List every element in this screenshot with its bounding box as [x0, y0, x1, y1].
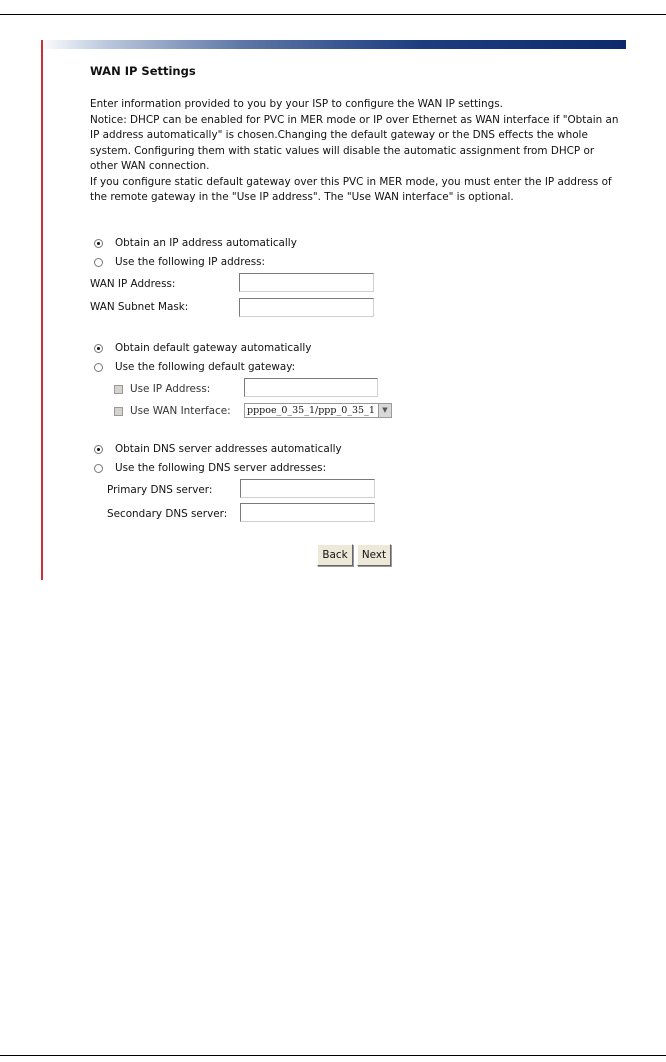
gateway-use-wan-option[interactable]: [114, 405, 231, 417]
gateway-use-wan-label: Use WAN Interface:: [130, 405, 231, 417]
wan-subnet-mask-label: WAN Subnet Mask:: [90, 301, 189, 313]
secondary-dns-input[interactable]: [240, 503, 375, 522]
gateway-ip-address-input[interactable]: [244, 378, 378, 397]
chevron-down-icon[interactable]: ▼: [378, 404, 391, 417]
gateway-manual-label: Use the following default gateway:: [115, 361, 296, 373]
description-gateway-note: If you configure static default gateway over this PVC in MER mode, you must enter the IP address of the remote gateway in the "Use IP address". The "Use WAN interface" is optional.: [90, 175, 612, 203]
description-text: [90, 97, 622, 206]
wan-ip-address-input[interactable]: [239, 273, 374, 292]
ip-manual-option[interactable]: [94, 256, 265, 268]
dns-manual-label: Use the following DNS server addresses:: [115, 462, 327, 474]
description-line-1: Enter information provided to you by your ISP to configure the WAN IP settings.: [90, 98, 503, 110]
gateway-auto-option[interactable]: [94, 342, 311, 354]
description-notice: Notice: DHCP can be enabled for PVC in MER mode or IP over Ethernet as WAN interface if "Obtain an IP address automatically" is chosen.Changing the default gateway or the DNS effects the whole system. Configuring them with static values will disable the automatic assignment from DHCP or other WAN connection.: [90, 113, 619, 172]
dns-auto-option[interactable]: [94, 443, 342, 455]
wan-ip-settings-panel: [38, 40, 626, 580]
back-button[interactable]: Back: [317, 544, 353, 566]
gateway-use-ip-checkbox[interactable]: [114, 385, 123, 394]
next-button[interactable]: Next: [357, 544, 391, 566]
ip-auto-radio[interactable]: [94, 239, 103, 248]
page-title: WAN IP Settings: [90, 64, 196, 78]
wan-interface-selected-value: pppoe_0_35_1/ppp_0_35_1: [247, 405, 375, 416]
ip-auto-label: Obtain an IP address automatically: [115, 237, 297, 249]
wan-subnet-mask-input[interactable]: [239, 298, 374, 317]
gateway-manual-option[interactable]: [94, 361, 295, 373]
page-top-rule: [0, 14, 666, 15]
primary-dns-label: Primary DNS server:: [107, 484, 213, 496]
dns-manual-radio[interactable]: [94, 464, 103, 473]
gateway-use-ip-label: Use IP Address:: [130, 383, 211, 395]
gateway-manual-radio[interactable]: [94, 363, 103, 372]
dns-auto-label: Obtain DNS server addresses automatically: [115, 443, 342, 455]
ip-manual-label: Use the following IP address:: [115, 256, 266, 268]
ip-auto-option[interactable]: [94, 237, 297, 249]
ip-manual-radio[interactable]: [94, 258, 103, 267]
page-bottom-rule: [0, 1055, 666, 1056]
gateway-auto-label: Obtain default gateway automatically: [115, 342, 312, 354]
header-gradient-bar: [38, 40, 626, 49]
wan-interface-select[interactable]: [244, 403, 392, 418]
primary-dns-input[interactable]: [240, 479, 375, 498]
gateway-use-ip-option[interactable]: [114, 383, 210, 395]
gateway-use-wan-checkbox[interactable]: [114, 407, 123, 416]
dns-manual-option[interactable]: [94, 462, 326, 474]
gateway-auto-radio[interactable]: [94, 344, 103, 353]
dns-auto-radio[interactable]: [94, 445, 103, 454]
left-accent-line: [41, 40, 43, 580]
wan-ip-address-label: WAN IP Address:: [90, 278, 176, 290]
secondary-dns-label: Secondary DNS server:: [107, 508, 228, 520]
